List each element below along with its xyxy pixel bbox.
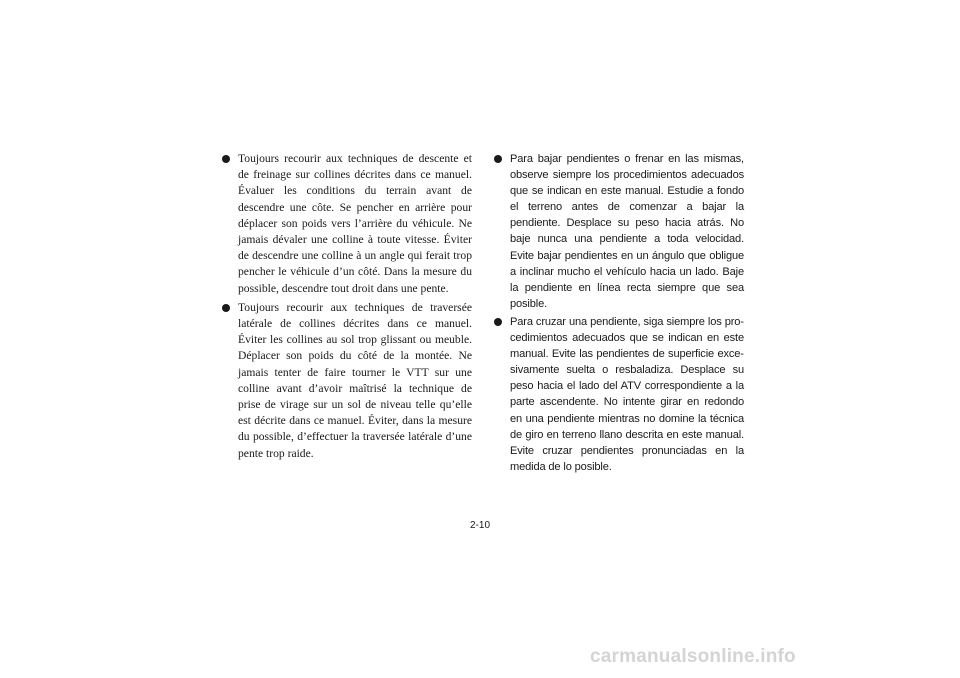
- spanish-bullet-item: [494, 151, 744, 312]
- bullet-icon: [222, 155, 230, 163]
- french-bullet-text: Toujours recourir aux techniques de descente et de freinage sur collines décrites dans ce manuel. Évaluer les conditions du terrain avant de descendre une côte. Se pencher en arrière pour déplacer son poids vers l’arrière du véhicule. Ne jamais dévaler une colline à toute vitesse. Éviter de descendre une colline à un angle qui ferait trop pencher le véhicule d’un côté. Dans la mesure du possible, descendre tout droit dans une pente.: [238, 152, 472, 295]
- spanish-bullet-text: Para bajar pendientes o frenar en las mismas, observe siempre los procedimientos adecuados que se indican en este manual. Estudie a fondo el terreno antes de comenzar a bajar la pendiente. Desplace su peso hacia atrás. No baje nunca una pendiente a toda velocidad. Evite bajar pendientes en un ángulo que obligue a inclinar mucho el vehículo hacia un lado. Baje la pendiente en línea recta siempre que sea posible.: [510, 153, 744, 310]
- page-number: 2-10: [469, 520, 490, 531]
- bullet-icon: [494, 318, 502, 326]
- watermark: carmanualsonline.info: [590, 646, 796, 667]
- spanish-bullet-item: [494, 314, 744, 475]
- french-bullet-item: [222, 300, 472, 462]
- spanish-column: [494, 151, 744, 475]
- french-bullet-item: [222, 151, 472, 297]
- french-column: [222, 151, 472, 462]
- spanish-bullet-text: Para cruzar una pendiente, siga siempre los procedimientos adecuados que se indican en este manual. Evite las pendientes de superficie excesivamente suelta o resbaladiza. Desplace su peso hacia el lado del ATV correspondiente a la parte ascendente. No intente girar en redondo en una pendiente mientras no domine la técnica de giro en terreno llano descrita en este manual. Evite cruzar pendientes pronunciadas en la medida de lo posible.: [510, 315, 744, 473]
- french-bullet-text: Toujours recourir aux techniques de traversée latérale de collines décrites dans ce manuel. Éviter les collines au sol trop glissant ou meuble. Déplacer son poids du côté de la montée. Ne jamais tenter de faire tourner le VTT sur une colline avant d’avoir maîtrisé la technique de prise de virage sur un sol de niveau telle qu’elle est décrite dans ce manuel. Éviter, dans la mesure du possible, d’effectuer la traversée latérale d’une pente trop raide.: [238, 300, 472, 460]
- bullet-icon: [494, 155, 502, 163]
- bullet-icon: [222, 304, 230, 312]
